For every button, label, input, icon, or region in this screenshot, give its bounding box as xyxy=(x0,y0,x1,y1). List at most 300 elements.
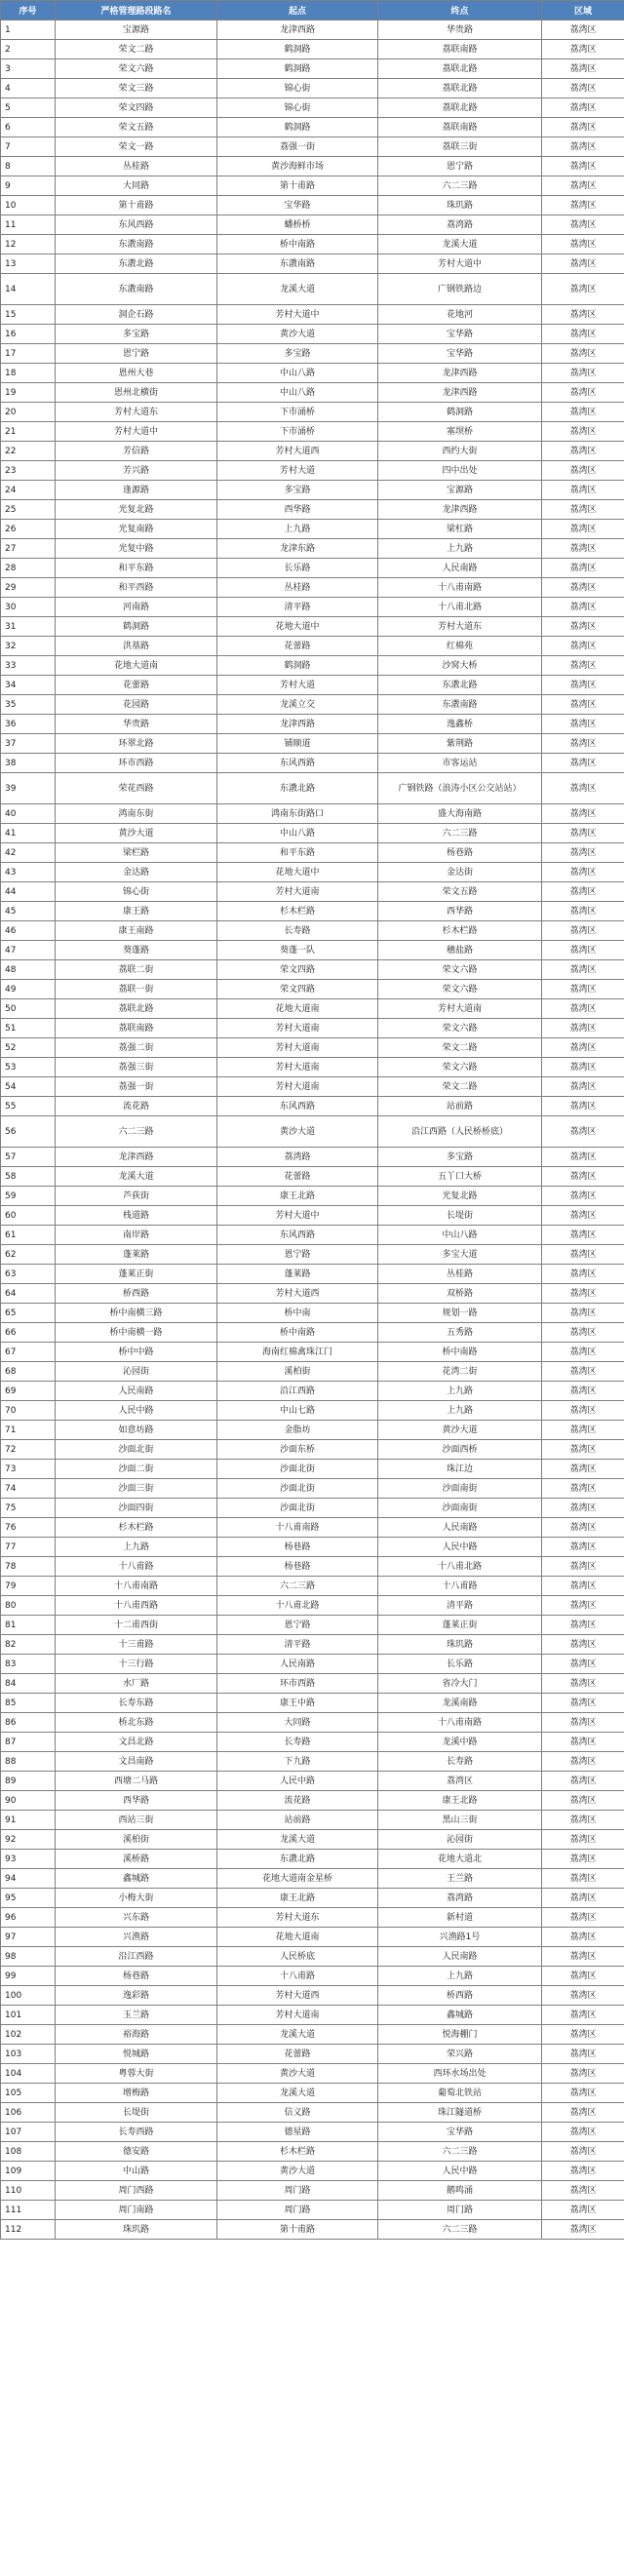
row-index: 93 xyxy=(1,1850,56,1869)
table-row xyxy=(1,2084,624,2103)
start-point: 龙溪大道 xyxy=(217,2084,378,2103)
row-index: 103 xyxy=(1,2045,56,2064)
table-row xyxy=(1,344,624,364)
start-point: 沙面东桥 xyxy=(217,1440,378,1460)
start-point: 锦心街 xyxy=(217,79,378,98)
road-name: 珠玑路 xyxy=(56,2220,217,2240)
table-row xyxy=(1,1616,624,1635)
district: 荔湾区 xyxy=(542,695,624,715)
road-name: 中山路 xyxy=(56,2162,217,2181)
start-point: 康王中路 xyxy=(217,1694,378,1713)
row-index: 53 xyxy=(1,1058,56,1077)
header-index: 序号 xyxy=(1,1,56,20)
end-point: 人民中路 xyxy=(378,2162,542,2181)
district: 荔湾区 xyxy=(542,1226,624,1245)
district: 荔湾区 xyxy=(542,656,624,676)
table-row xyxy=(1,1077,624,1097)
district: 荔湾区 xyxy=(542,1362,624,1382)
table-row xyxy=(1,1635,624,1655)
district: 荔湾区 xyxy=(542,1187,624,1206)
row-index: 111 xyxy=(1,2201,56,2220)
row-index: 44 xyxy=(1,882,56,902)
table-row xyxy=(1,79,624,98)
district: 荔湾区 xyxy=(542,617,624,637)
district: 荔湾区 xyxy=(542,539,624,559)
end-point: 四中出处 xyxy=(378,461,542,481)
end-point: 红棉苑 xyxy=(378,637,542,656)
header-start-point: 起点 xyxy=(217,1,378,20)
end-point: 五秀路 xyxy=(378,1323,542,1343)
start-point: 十八甫南路 xyxy=(217,1518,378,1538)
table-row xyxy=(1,2181,624,2201)
row-index: 71 xyxy=(1,1421,56,1440)
end-point: 西环水场出处 xyxy=(378,2064,542,2084)
district: 荔湾区 xyxy=(542,1947,624,1967)
start-point: 清平路 xyxy=(217,598,378,617)
end-point: 丛桂路 xyxy=(378,1265,542,1284)
start-point: 鹤洞路 xyxy=(217,656,378,676)
district: 荔湾区 xyxy=(542,2045,624,2064)
road-name: 荔联南路 xyxy=(56,1019,217,1038)
start-point: 龙津西路 xyxy=(217,20,378,40)
end-point: 龙溪中路 xyxy=(378,1733,542,1752)
row-index: 55 xyxy=(1,1097,56,1116)
end-point: 珠江隧道桥 xyxy=(378,2103,542,2123)
end-point: 上九路 xyxy=(378,1382,542,1401)
start-point: 溪柏街 xyxy=(217,1362,378,1382)
table-row xyxy=(1,1421,624,1440)
end-point: 荔联南路 xyxy=(378,118,542,137)
table-row xyxy=(1,863,624,882)
table-row xyxy=(1,921,624,941)
row-index: 86 xyxy=(1,1713,56,1733)
row-index: 33 xyxy=(1,656,56,676)
table-row xyxy=(1,1479,624,1499)
road-name: 东漖北路 xyxy=(56,254,217,274)
district: 荔湾区 xyxy=(542,1674,624,1694)
row-index: 43 xyxy=(1,863,56,882)
end-point: 荔联北路 xyxy=(378,59,542,79)
road-name: 多宝路 xyxy=(56,325,217,344)
row-index: 100 xyxy=(1,1986,56,2006)
table-row xyxy=(1,1323,624,1343)
end-point: 荣文二路 xyxy=(378,1038,542,1058)
table-row xyxy=(1,2006,624,2025)
end-point: 宝华路 xyxy=(378,344,542,364)
road-name: 芦荻街 xyxy=(56,1187,217,1206)
table-row xyxy=(1,215,624,235)
row-index: 91 xyxy=(1,1811,56,1830)
end-point: 宝华路 xyxy=(378,325,542,344)
end-point: 荣文六路 xyxy=(378,1019,542,1038)
start-point: 金脂坊 xyxy=(217,1421,378,1440)
row-index: 75 xyxy=(1,1499,56,1518)
road-name: 荣文五路 xyxy=(56,118,217,137)
row-index: 56 xyxy=(1,1116,56,1148)
road-name: 沙面二街 xyxy=(56,1460,217,1479)
table-row xyxy=(1,882,624,902)
district: 荔湾区 xyxy=(542,1479,624,1499)
table-row xyxy=(1,1713,624,1733)
road-name: 光复中路 xyxy=(56,539,217,559)
road-name: 沙面北街 xyxy=(56,1440,217,1460)
end-point: 珠玑路 xyxy=(378,1635,542,1655)
start-point: 丛桂路 xyxy=(217,578,378,598)
road-name: 荔联一街 xyxy=(56,980,217,999)
end-point: 荣文六路 xyxy=(378,960,542,980)
end-point: 龙津西路 xyxy=(378,364,542,383)
road-name: 西华路 xyxy=(56,1791,217,1811)
road-name: 光复北路 xyxy=(56,500,217,520)
start-point: 第十甫路 xyxy=(217,176,378,196)
start-point: 东风西路 xyxy=(217,754,378,773)
row-index: 108 xyxy=(1,2142,56,2162)
table-row xyxy=(1,176,624,196)
start-point: 黄沙大道 xyxy=(217,325,378,344)
district: 荔湾区 xyxy=(542,1733,624,1752)
table-row xyxy=(1,754,624,773)
row-index: 25 xyxy=(1,500,56,520)
district: 荔湾区 xyxy=(542,1518,624,1538)
district: 荔湾区 xyxy=(542,1694,624,1713)
road-name: 桥中南横一路 xyxy=(56,1323,217,1343)
end-point: 珠江边 xyxy=(378,1460,542,1479)
start-point: 芳村大道南 xyxy=(217,1058,378,1077)
table-row xyxy=(1,520,624,539)
road-name: 荣文三路 xyxy=(56,79,217,98)
table-header-row xyxy=(1,1,624,20)
table-row xyxy=(1,1167,624,1187)
row-index: 52 xyxy=(1,1038,56,1058)
row-index: 105 xyxy=(1,2084,56,2103)
row-index: 63 xyxy=(1,1265,56,1284)
header-road-name: 严格管理路段路名 xyxy=(56,1,217,20)
row-index: 37 xyxy=(1,734,56,754)
road-name: 东风西路 xyxy=(56,215,217,235)
start-point: 花地大道中 xyxy=(217,617,378,637)
row-index: 23 xyxy=(1,461,56,481)
table-row xyxy=(1,196,624,215)
end-point: 上九路 xyxy=(378,1967,542,1986)
end-point: 葡萄北铁站 xyxy=(378,2084,542,2103)
row-index: 22 xyxy=(1,442,56,461)
road-name: 第十甫路 xyxy=(56,196,217,215)
end-point: 桥西路 xyxy=(378,1986,542,2006)
row-index: 40 xyxy=(1,804,56,824)
end-point: 黑山三街 xyxy=(378,1811,542,1830)
row-index: 70 xyxy=(1,1401,56,1421)
road-name: 蓬莱路 xyxy=(56,1245,217,1265)
district: 荔湾区 xyxy=(542,1928,624,1947)
start-point: 芳村大道南 xyxy=(217,882,378,902)
table-row xyxy=(1,1694,624,1713)
table-row xyxy=(1,1869,624,1889)
end-point: 盛大海南路 xyxy=(378,804,542,824)
district: 荔湾区 xyxy=(542,1986,624,2006)
start-point: 芳村大道 xyxy=(217,676,378,695)
table-row xyxy=(1,305,624,325)
end-point: 龙溪南路 xyxy=(378,1694,542,1713)
district: 荔湾区 xyxy=(542,1097,624,1116)
end-point: 多宝大道 xyxy=(378,1245,542,1265)
table-row xyxy=(1,1850,624,1869)
start-point: 鹤洞路 xyxy=(217,40,378,59)
end-point: 光复北路 xyxy=(378,1187,542,1206)
row-index: 42 xyxy=(1,843,56,863)
district: 荔湾区 xyxy=(542,196,624,215)
district: 荔湾区 xyxy=(542,1616,624,1635)
row-index: 90 xyxy=(1,1791,56,1811)
road-name: 东漖南路 xyxy=(56,274,217,305)
road-name: 华贵路 xyxy=(56,715,217,734)
table-row xyxy=(1,157,624,176)
table-row xyxy=(1,1245,624,1265)
start-point: 长寿路 xyxy=(217,921,378,941)
row-index: 20 xyxy=(1,403,56,422)
start-point: 人民中路 xyxy=(217,1772,378,1791)
start-point: 德星路 xyxy=(217,2123,378,2142)
end-point: 周门路 xyxy=(378,2201,542,2220)
road-name: 悦城路 xyxy=(56,2045,217,2064)
start-point: 芳村大道中 xyxy=(217,305,378,325)
start-point: 十八甫路 xyxy=(217,1967,378,1986)
table-row xyxy=(1,1772,624,1791)
start-point: 芳村大道西 xyxy=(217,1986,378,2006)
road-name: 十八甫西路 xyxy=(56,1596,217,1616)
road-name: 沙面三街 xyxy=(56,1479,217,1499)
table-row xyxy=(1,980,624,999)
road-name: 恩州北横街 xyxy=(56,383,217,403)
start-point: 芳村大道中 xyxy=(217,1206,378,1226)
table-row xyxy=(1,2142,624,2162)
road-name: 荣文一路 xyxy=(56,137,217,157)
road-name: 环市西路 xyxy=(56,754,217,773)
start-point: 花地大道南 xyxy=(217,999,378,1019)
district: 荔湾区 xyxy=(542,481,624,500)
district: 荔湾区 xyxy=(542,824,624,843)
road-name: 桥中中路 xyxy=(56,1343,217,1362)
table-row xyxy=(1,1362,624,1382)
row-index: 95 xyxy=(1,1889,56,1908)
start-point: 花地大道南金星桥 xyxy=(217,1869,378,1889)
start-point: 芳村大道东 xyxy=(217,1908,378,1928)
district: 荔湾区 xyxy=(542,274,624,305)
road-name: 沁园街 xyxy=(56,1362,217,1382)
road-name: 光复南路 xyxy=(56,520,217,539)
row-index: 60 xyxy=(1,1206,56,1226)
district: 荔湾区 xyxy=(542,98,624,118)
end-point: 花湾二街 xyxy=(378,1362,542,1382)
end-point: 鑫城路 xyxy=(378,2006,542,2025)
district: 荔湾区 xyxy=(542,1206,624,1226)
start-point: 龙津东路 xyxy=(217,539,378,559)
start-point: 沙面北街 xyxy=(217,1460,378,1479)
row-index: 45 xyxy=(1,902,56,921)
start-point: 鹤洞路 xyxy=(217,118,378,137)
start-point: 桥中南路 xyxy=(217,235,378,254)
road-name: 十三甫路 xyxy=(56,1635,217,1655)
table-row xyxy=(1,137,624,157)
row-index: 98 xyxy=(1,1947,56,1967)
table-row xyxy=(1,1577,624,1596)
table-row xyxy=(1,383,624,403)
district: 荔湾区 xyxy=(542,902,624,921)
row-index: 69 xyxy=(1,1382,56,1401)
end-point: 中山八路 xyxy=(378,1226,542,1245)
end-point: 人民中路 xyxy=(378,1538,542,1557)
district: 荔湾区 xyxy=(542,79,624,98)
district: 荔湾区 xyxy=(542,734,624,754)
table-row xyxy=(1,804,624,824)
start-point: 鹤洞路 xyxy=(217,59,378,79)
row-index: 3 xyxy=(1,59,56,79)
road-name: 荔强三街 xyxy=(56,1058,217,1077)
row-index: 28 xyxy=(1,559,56,578)
district: 荔湾区 xyxy=(542,1460,624,1479)
road-name: 长寿西路 xyxy=(56,2123,217,2142)
end-point: 多宝路 xyxy=(378,1148,542,1167)
start-point: 芳村大道南 xyxy=(217,1019,378,1038)
district: 荔湾区 xyxy=(542,235,624,254)
table-row xyxy=(1,1097,624,1116)
end-point: 沙面南街 xyxy=(378,1479,542,1499)
district: 荔湾区 xyxy=(542,1967,624,1986)
road-name: 德安路 xyxy=(56,2142,217,2162)
start-point: 西华路 xyxy=(217,500,378,520)
district: 荔湾区 xyxy=(542,40,624,59)
road-name: 和平西路 xyxy=(56,578,217,598)
end-point: 龙溪大道 xyxy=(378,235,542,254)
district: 荔湾区 xyxy=(542,999,624,1019)
road-name: 文昌北路 xyxy=(56,1733,217,1752)
row-index: 19 xyxy=(1,383,56,403)
district: 荔湾区 xyxy=(542,20,624,40)
road-name: 大同路 xyxy=(56,176,217,196)
road-name: 沙面四街 xyxy=(56,1499,217,1518)
row-index: 87 xyxy=(1,1733,56,1752)
road-name: 蓬莱正街 xyxy=(56,1265,217,1284)
district: 荔湾区 xyxy=(542,215,624,235)
table-row xyxy=(1,1557,624,1577)
start-point: 蟠桥桥 xyxy=(217,215,378,235)
header-end-point: 终点 xyxy=(378,1,542,20)
row-index: 84 xyxy=(1,1674,56,1694)
end-point: 广钢铁路（浪涛小区公交站站） xyxy=(378,773,542,804)
table-row xyxy=(1,578,624,598)
row-index: 10 xyxy=(1,196,56,215)
row-index: 9 xyxy=(1,176,56,196)
district: 荔湾区 xyxy=(542,2162,624,2181)
road-name: 十二甫西街 xyxy=(56,1616,217,1635)
row-index: 88 xyxy=(1,1752,56,1772)
table-row xyxy=(1,676,624,695)
district: 荔湾区 xyxy=(542,1167,624,1187)
table-row xyxy=(1,1830,624,1850)
start-point: 芳村大道 xyxy=(217,461,378,481)
road-name: 十三行路 xyxy=(56,1655,217,1674)
road-name: 芳信路 xyxy=(56,442,217,461)
end-point: 沁园街 xyxy=(378,1830,542,1850)
table-row xyxy=(1,20,624,40)
end-point: 规划一路 xyxy=(378,1304,542,1323)
district: 荔湾区 xyxy=(542,941,624,960)
district: 荔湾区 xyxy=(542,637,624,656)
table-row xyxy=(1,2220,624,2240)
end-point: 王兰路 xyxy=(378,1869,542,1889)
table-row xyxy=(1,2064,624,2084)
district: 荔湾区 xyxy=(542,254,624,274)
district: 荔湾区 xyxy=(542,598,624,617)
start-point: 黄沙大道 xyxy=(217,1116,378,1148)
row-index: 67 xyxy=(1,1343,56,1362)
road-name: 桥中南横三路 xyxy=(56,1304,217,1323)
start-point: 黄沙大道 xyxy=(217,2162,378,2181)
table-row xyxy=(1,1986,624,2006)
table-row xyxy=(1,1058,624,1077)
end-point: 西华路 xyxy=(378,902,542,921)
district: 荔湾区 xyxy=(542,500,624,520)
row-index: 107 xyxy=(1,2123,56,2142)
row-index: 81 xyxy=(1,1616,56,1635)
start-point: 周门路 xyxy=(217,2201,378,2220)
start-point: 第十甫路 xyxy=(217,2220,378,2240)
start-point: 人民桥底 xyxy=(217,1947,378,1967)
end-point: 市客运站 xyxy=(378,754,542,773)
row-index: 59 xyxy=(1,1187,56,1206)
table-row xyxy=(1,2025,624,2045)
district: 荔湾区 xyxy=(542,325,624,344)
table-row xyxy=(1,941,624,960)
road-name: 荔强二街 xyxy=(56,1038,217,1058)
row-index: 11 xyxy=(1,215,56,235)
row-index: 4 xyxy=(1,79,56,98)
district: 荔湾区 xyxy=(542,1284,624,1304)
road-name: 兴东路 xyxy=(56,1908,217,1928)
start-point: 荔强一街 xyxy=(217,137,378,157)
start-point: 中山七路 xyxy=(217,1401,378,1421)
end-point: 梁杠路 xyxy=(378,520,542,539)
road-name: 周门南路 xyxy=(56,2201,217,2220)
district: 荔湾区 xyxy=(542,1421,624,1440)
district: 荔湾区 xyxy=(542,305,624,325)
start-point: 上九路 xyxy=(217,520,378,539)
table-row xyxy=(1,617,624,637)
start-point: 下市涌桥 xyxy=(217,403,378,422)
district: 荔湾区 xyxy=(542,383,624,403)
start-point: 恩宁路 xyxy=(217,1245,378,1265)
district: 荔湾区 xyxy=(542,863,624,882)
road-name: 西塘二马路 xyxy=(56,1772,217,1791)
road-name: 文昌南路 xyxy=(56,1752,217,1772)
end-point: 鹤洞路 xyxy=(378,403,542,422)
end-point: 荣文六路 xyxy=(378,1058,542,1077)
table-row xyxy=(1,637,624,656)
end-point: 宝华路 xyxy=(378,2123,542,2142)
district: 荔湾区 xyxy=(542,1889,624,1908)
table-body xyxy=(1,20,624,2240)
row-index: 58 xyxy=(1,1167,56,1187)
road-name: 鹤洞路 xyxy=(56,617,217,637)
district: 荔湾区 xyxy=(542,1304,624,1323)
district: 荔湾区 xyxy=(542,157,624,176)
row-index: 36 xyxy=(1,715,56,734)
start-point: 锦心街 xyxy=(217,98,378,118)
start-point: 杉木栏路 xyxy=(217,902,378,921)
road-name: 洪基路 xyxy=(56,637,217,656)
end-point: 十八甫路 xyxy=(378,1577,542,1596)
row-index: 64 xyxy=(1,1284,56,1304)
end-point: 人民南路 xyxy=(378,1947,542,1967)
